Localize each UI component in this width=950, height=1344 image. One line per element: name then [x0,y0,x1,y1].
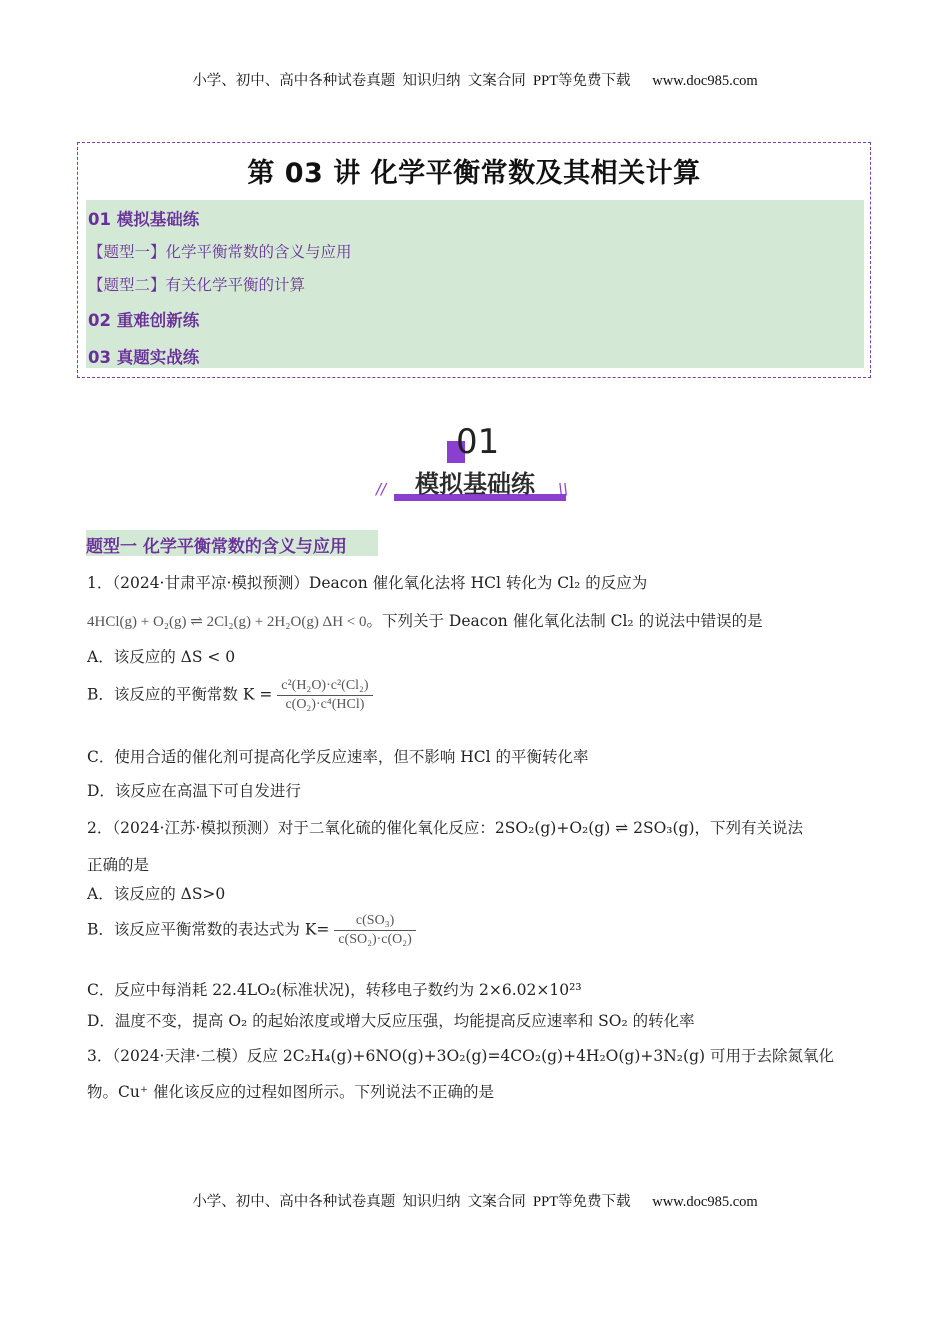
q2-k-numerator: c(SO₃) [334,913,416,931]
banner-label: 模拟基础练 [415,470,535,498]
banner-number: 01 [456,422,500,462]
q1-option-a: A．该反应的 ΔS < 0 [87,648,236,666]
q2-option-a: A．该反应的 ΔS>0 [87,885,226,903]
q2-stem: 2．（2024·江苏·模拟预测）对于二氧化硫的催化氧化反应：2SO₂(g)+O₂(g) ⇌ 2SO₃(g)，下列有关说法 [87,819,804,837]
q1-option-c: C．使用合适的催化剂可提高化学反应速率，但不影响 HCl 的平衡转化率 [87,748,589,766]
q1-equation-line [87,609,763,631]
q1-option-b: B．该反应的平衡常数 K = $\frac{\text{c²(H₂O)·c²(Cl₂)}}{\text{c(O₂)·c⁴(HCl)}}$ [87,678,373,713]
q1-stem: 1．（2024·甘肃平凉·模拟预测）Deacon 催化氧化法将 HCl 转化为 Cl₂ 的反应为 [87,574,648,592]
document-title: 第 03 讲 化学平衡常数及其相关计算 [247,158,701,189]
toc-subsection-2[interactable]: 【题型二】有关化学平衡的计算 [88,276,306,294]
q3-stem-continued: 物。Cu⁺ 催化该反应的过程如图所示。下列说法不正确的是 [87,1083,494,1101]
page-header: 小学、初中、高中各种试卷真题 知识归纳 文案合同 PPT等免费下载 www.doc985.com [192,73,758,89]
banner-slash-left-icon: // [376,480,387,498]
toc-section-3[interactable]: 03 真题实战练 [88,348,200,367]
section-banner [372,424,578,504]
q1-stem-continued: 。下列关于 Deacon 催化氧化法制 Cl₂ 的说法中错误的是 [366,612,763,630]
q3-stem: 3．（2024·天津·二模）反应 2C₂H₄(g)+6NO(g)+3O₂(g)=4CO₂(g)+4H₂O(g)+3N₂(g) 可用于去除氮氧化 [87,1047,834,1065]
q1-k-denominator: c(O₂)·c⁴(HCl) [285,697,365,712]
q2-stem-continued: 正确的是 [87,856,150,874]
q1-equation: 4HCl(g) + O₂(g) ⇌ 2Cl₂(g) + 2H₂O(g) ΔH < 0 [87,614,367,630]
q1-k-numerator: c²(H₂O)·c²(Cl₂) [277,678,372,696]
banner-slash-right-icon: \\ [558,480,569,498]
toc-list [86,200,864,368]
q2-k-denominator: c(SO₂)·c(O₂) [338,932,412,947]
question-type-heading: 题型一 化学平衡常数的含义与应用 [86,530,378,556]
table-of-contents [77,142,871,378]
toc-subsection-1[interactable]: 【题型一】化学平衡常数的含义与应用 [88,243,352,261]
q2-option-d: D．温度不变，提高 O₂ 的起始浓度或增大反应压强，均能提高反应速率和 SO₂ 的转化率 [87,1012,695,1030]
q2-option-b: B．该反应平衡常数的表达式为 K= $\frac{\text{c(SO₃)}}{\text{c(SO₂)·c(O₂)}}$ [87,913,416,948]
q2-option-c: C．反应中每消耗 22.4LO₂(标准状况)，转移电子数约为 2×6.02×10²³ [87,981,582,999]
q2-k-fraction [334,913,416,948]
page-footer: 小学、初中、高中各种试卷真题 知识归纳 文案合同 PPT等免费下载 www.doc985.com [192,1194,758,1210]
q1-option-d: D．该反应在高温下可自发进行 [87,782,301,800]
toc-section-2[interactable]: 02 重难创新练 [88,311,200,330]
q1-k-fraction [277,678,372,713]
toc-section-1[interactable]: 01 模拟基础练 [88,210,200,229]
